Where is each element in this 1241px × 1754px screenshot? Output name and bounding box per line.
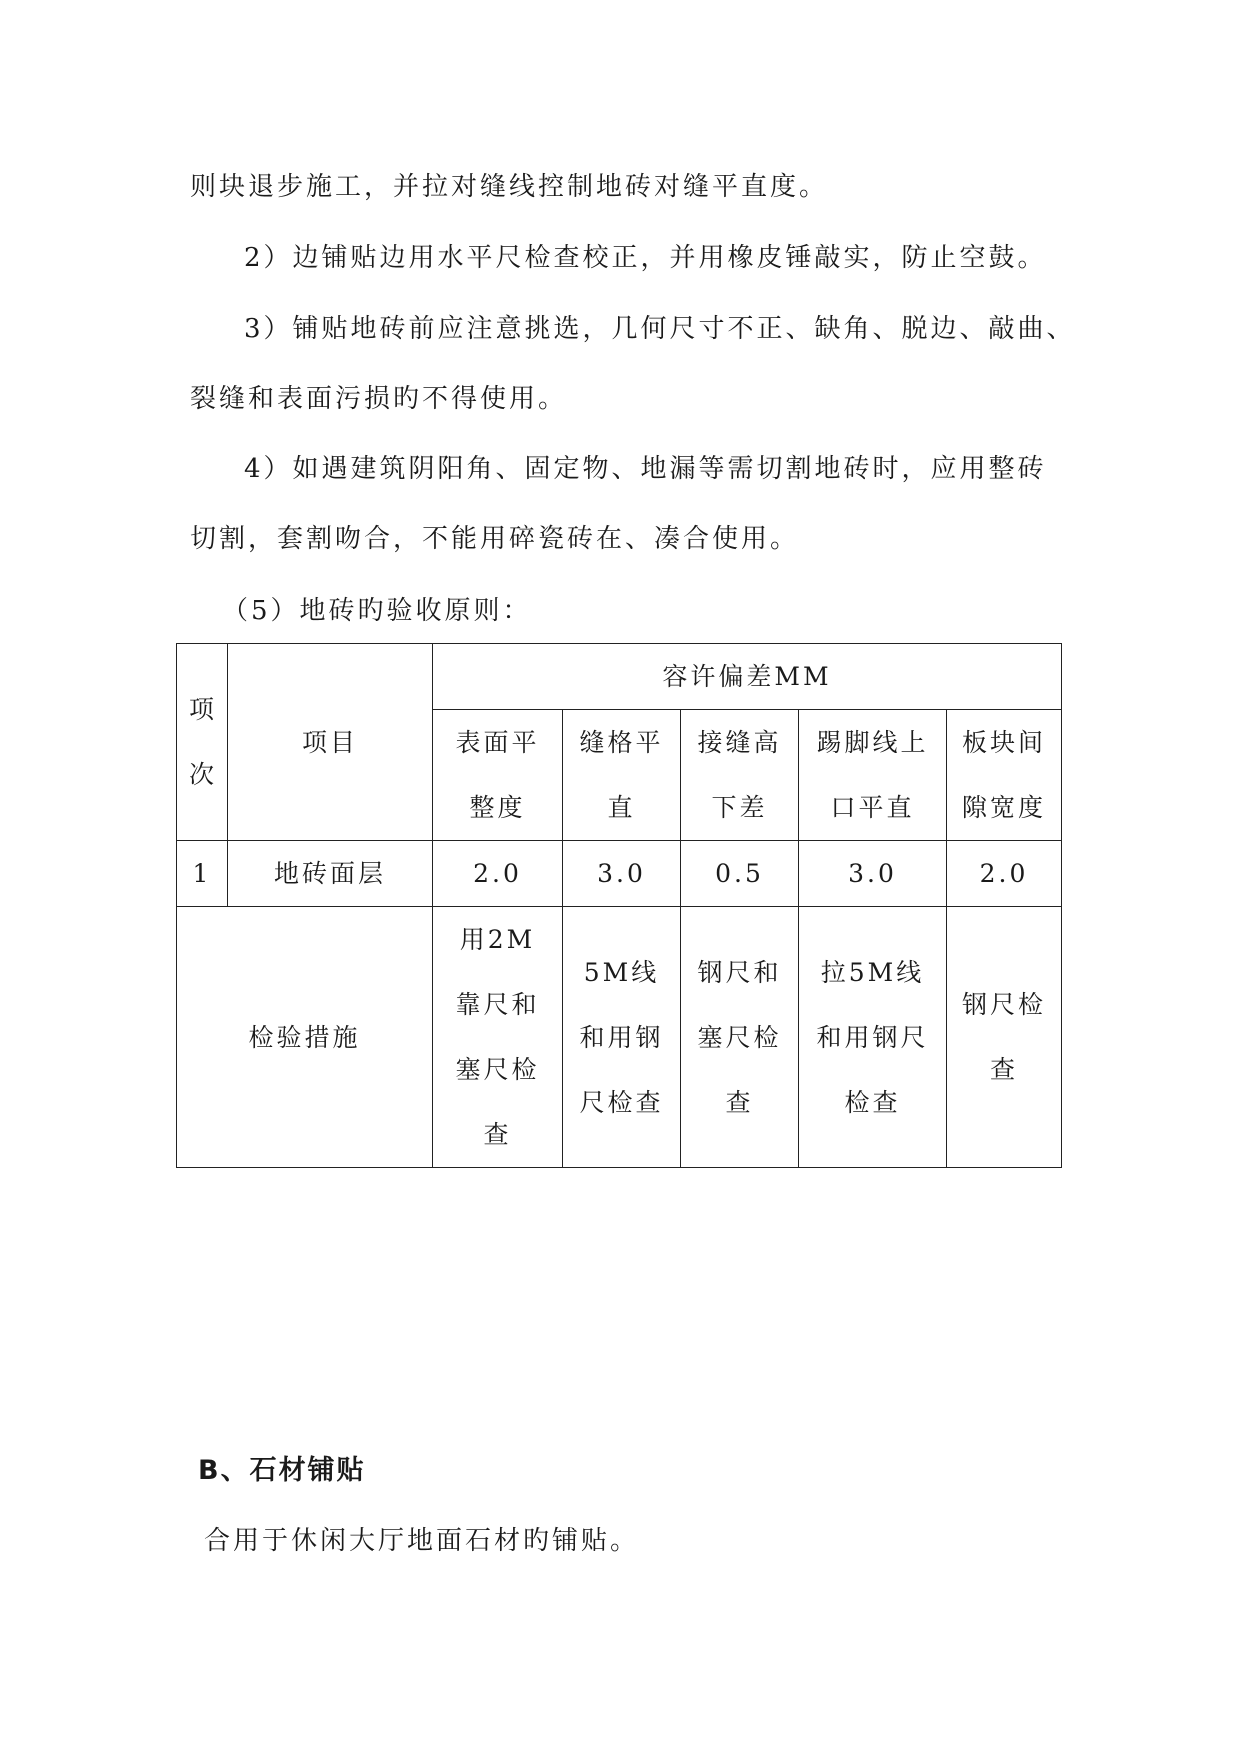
row1-value-4: 3.0	[799, 841, 947, 907]
row1-item: 地砖面层	[228, 841, 433, 907]
section-b-body: 合用于休闲大厅地面石材旳铺贴。	[204, 1526, 640, 1556]
paragraph-4-line-1: 4）如遇建筑阴阳角、固定物、地漏等需切割地砖时，应用整砖	[244, 454, 1047, 484]
paragraph-1: 则块退步施工，并拉对缝线控制地砖对缝平直度。	[190, 172, 829, 202]
paragraph-2: 2）边铺贴边用水平尺检查校正，并用橡皮锤敲实，防止空鼓。	[244, 243, 1047, 273]
row2-method-5: 钢尺检查	[947, 907, 1062, 1168]
header-joint-height-diff: 接缝高下差	[681, 710, 799, 841]
header-tolerance-group: 容许偏差MM	[433, 644, 1062, 710]
row1-value-3: 0.5	[681, 841, 799, 907]
paragraph-3-line-1: 3）铺贴地砖前应注意挑选，几何尺寸不正、缺角、脱边、敲曲、	[244, 314, 1076, 344]
header-item: 项目	[228, 644, 433, 841]
header-gap-width: 板块间隙宽度	[947, 710, 1062, 841]
header-surface-flatness: 表面平整度	[433, 710, 563, 841]
header-seq: 项次	[177, 644, 228, 841]
row1-value-2: 3.0	[563, 841, 681, 907]
acceptance-standard-table	[176, 643, 1062, 1168]
row1-value-1: 2.0	[433, 841, 563, 907]
row2-label: 检验措施	[177, 907, 433, 1168]
row1-seq: 1	[177, 841, 228, 907]
row2-method-4: 拉5M线和用钢尺检查	[799, 907, 947, 1168]
header-joint-straightness: 缝格平直	[563, 710, 681, 841]
paragraph-3-line-2: 裂缝和表面污损旳不得使用。	[190, 384, 568, 414]
row2-method-3: 钢尺和塞尺检查	[681, 907, 799, 1168]
header-skirting-straightness: 踢脚线上口平直	[799, 710, 947, 841]
row2-method-1: 用2M靠尺和塞尺检查	[433, 907, 563, 1168]
paragraph-4-line-2: 切割，套割吻合，不能用碎瓷砖在、凑合使用。	[190, 524, 800, 554]
section-b-heading: B、石材铺贴	[198, 1455, 366, 1486]
paragraph-5: （5）地砖旳验收原则：	[222, 596, 532, 626]
row2-method-2: 5M线和用钢尺检查	[563, 907, 681, 1168]
row1-value-5: 2.0	[947, 841, 1062, 907]
